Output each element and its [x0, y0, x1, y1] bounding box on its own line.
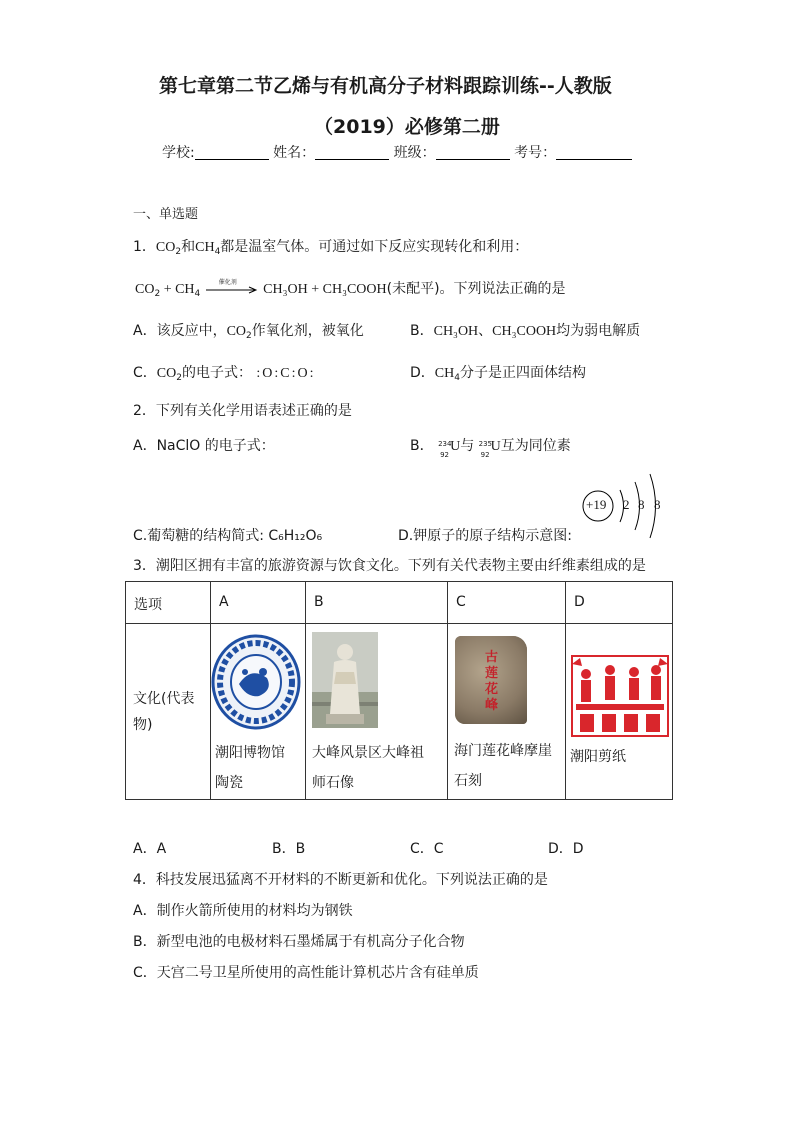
school-field[interactable]: [195, 145, 269, 160]
atom-shell-2: 8: [638, 497, 645, 512]
q4-stem: 4．科技发展迅猛离不开材料的不断更新和优化。下列说法正确的是: [133, 872, 548, 888]
atom-shell-3: 8: [654, 497, 661, 512]
section-heading: 一、单选题: [133, 207, 199, 222]
atom-nucleus-charge: +19: [586, 497, 607, 512]
q1-equation: $CO_2 + CH_4$ 催化剂 CH₃OH + CH₃COOH(未配平)。下列说法正确的是: [135, 279, 566, 299]
paper-cut-image: [570, 654, 670, 738]
q2-option-d[interactable]: D.钾原子的原子结构示意图:: [398, 528, 572, 544]
page-title-line2: （2019）必修第二册: [314, 116, 500, 138]
q2-option-b[interactable]: B． 234 92 U与 235 92 U互为同位素: [410, 438, 571, 459]
q3-option-c[interactable]: C．C: [410, 841, 444, 857]
table-cell-d: 潮阳剪纸: [566, 624, 673, 800]
stone-statue-image: [312, 632, 378, 728]
q2-option-c[interactable]: C.葡萄糖的结构简式: C₆H₁₂O₆: [133, 528, 323, 544]
porcelain-plate-image: [211, 632, 301, 732]
q1-option-c[interactable]: C．$CO_2$的电子式： :O:C:O:: [133, 365, 316, 383]
q1-option-a[interactable]: A．该反应中，$CO_2$作氧化剂，被氧化: [133, 323, 364, 341]
exam-no-field[interactable]: [556, 145, 632, 160]
q1-stem: 1．$CO_2$和$CH_4$都是温室气体。可通过如下反应实现转化和利用：: [133, 239, 529, 257]
name-field[interactable]: [315, 145, 389, 160]
table-header-cell: 选项: [126, 582, 211, 624]
name-label: 姓名：: [273, 145, 316, 161]
table-header-cell: A: [211, 582, 306, 624]
table-header-cell: B: [306, 582, 448, 624]
q1-option-b[interactable]: B．CH₃OH、CH₃COOH均为弱电解质: [410, 323, 641, 339]
q3-table: [125, 581, 673, 800]
table-header-cell: D: [566, 582, 673, 624]
q2-stem: 2．下列有关化学用语表述正确的是: [133, 403, 352, 419]
q3-stem: 3．潮阳区拥有丰富的旅游资源与饮食文化。下列有关代表物主要由纤维素组成的是: [133, 558, 646, 574]
co2-electron-formula: :O:C:O:: [256, 366, 316, 381]
q3-option-d[interactable]: D．D: [548, 841, 584, 857]
q4-option-c[interactable]: C．天宫二号卫星所使用的高性能计算机芯片含有硅单质: [133, 965, 479, 981]
q1-option-d[interactable]: D．$CH_4$分子是正四面体结构: [410, 365, 586, 383]
class-label: 班级：: [393, 145, 436, 161]
page-title-line1: 第七章第二节乙烯与有机高分子材料跟踪训练--人教版: [159, 75, 612, 97]
potassium-atom-diagram: [580, 470, 670, 542]
class-field[interactable]: [436, 145, 510, 160]
q3-option-b[interactable]: B．B: [272, 841, 306, 857]
table-header-cell: C: [448, 582, 566, 624]
table-cell-c: 古莲花峰 海门莲花峰摩崖 石刻: [448, 624, 566, 800]
q4-option-b[interactable]: B．新型电池的电极材料石墨烯属于有机高分子化合物: [133, 934, 465, 950]
atom-shell-1: 2: [623, 497, 630, 512]
rock-carving-image: 古莲花峰: [455, 636, 527, 724]
table-cell-b: 大峰风景区大峰祖 师石像: [306, 624, 448, 800]
q4-option-a[interactable]: A．制作火箭所使用的材料均为钢铁: [133, 903, 353, 919]
reaction-arrow: 催化剂: [205, 281, 259, 295]
q2-option-a[interactable]: A．NaClO 的电子式：: [133, 438, 275, 454]
table-cell-a: 潮阳博物馆 陶瓷: [211, 624, 306, 800]
student-info-line: [162, 144, 632, 162]
table-row-label: 文化(代表 物): [126, 624, 211, 800]
school-label: 学校:: [162, 145, 195, 161]
q3-option-a[interactable]: A．A: [133, 841, 167, 857]
exam-no-label: 考号：: [514, 145, 557, 161]
